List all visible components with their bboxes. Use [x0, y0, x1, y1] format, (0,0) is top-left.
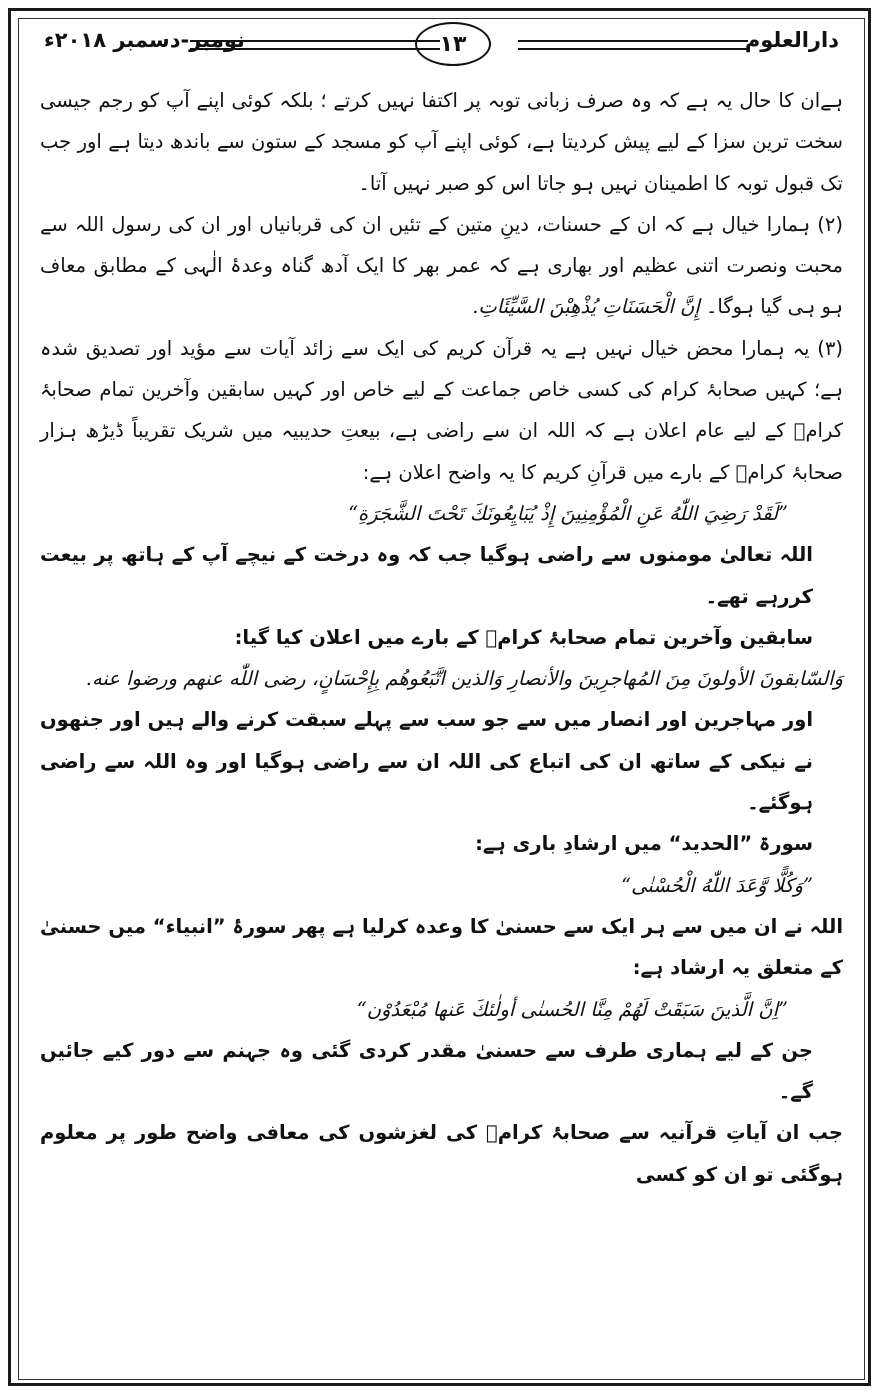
- paragraph-2-text: (۲) ہمارا خیال ہے کہ ان کے حسنات، دینِ متین کے تئیں ان کی قربانیاں اور ان کی رسول اللہ سے محبت ونصرت اتنی عظیم اور بھاری ہے کہ عمر بھر کا ایک آدھ گناہ وعدۂ الٰہی کے مطابق معاف ہو ہی گیا ہوگا۔: [40, 212, 843, 319]
- paragraph-2-verse: إِنَّ الْحَسَنَاتِ يُذْهِبْنَ السَّيِّئَاتِ.: [472, 295, 700, 319]
- translation-3: اللہ نے ان میں سے ہر ایک سے حسنیٰ کا وعدہ کرلیا ہے پھر سورۂ ”انبیاء“ میں حسنیٰ کے متعلق یہ ارشاد ہے:: [40, 914, 843, 980]
- translation-2: اور مہاجرین اور انصار میں سے جو سب سے پہلے سبقت کرنے والے ہیں اور جنھوں نے نیکی کے ساتھ ان کی اتباع کی اللہ ان سے راضی ہوگیا اور وہ اللہ سے راضی ہوگئے۔: [40, 708, 813, 815]
- hadid-line: سورۃ ”الحدید“ میں ارشادِ باری ہے:: [475, 832, 813, 856]
- page-number: ١٣: [415, 22, 491, 66]
- closing-line: جب ان آیاتِ قرآنیہ سے صحابۂ کرامؓ کی لغزشوں کی معافی واضح طور پر معلوم ہوگئی تو ان کو کسی: [40, 1121, 843, 1186]
- quran-verse-3: ”وَكُلًّا وَّعَدَ اللّٰهُ الْحُسْنٰى“: [621, 873, 813, 897]
- paragraph-1: ہےان کا حال یہ ہے کہ وہ صرف زبانی توبہ پر اکتفا نہیں کرتے ؛ بلکہ کوئی اپنے آپ کو رجم جیسی سخت ترین سزا کے لیے پیش کردیتا ہے، کوئی اپنے آپ کو مسجد کے ستون سے باندھ دیتا ہے اور جب تک قبول توبہ کا اطمینان نہیں ہو جاتا اس کو صبر نہیں آتا۔: [40, 89, 843, 195]
- translation-1: اللہ تعالیٰ مومنوں سے راضی ہوگیا جب کہ وہ درخت کے نیچے آپ کے ہاتھ پر بیعت کررہے تھے۔: [40, 543, 813, 608]
- quran-verse-1: ”لَقَدْ رَضِيَ اللّٰهُ عَنِ الْمُؤْمِنِينَ إِذْ يُبَايِعُونَكَ تَحْتَ الشَّجَرَةِ“: [348, 501, 788, 525]
- paragraph-3: (۳) یہ ہمارا محض خیال نہیں ہے یہ قرآن کریم کی ایک سے زائد آیات سے مؤید اور تصدیق شدہ ہے؛ کہیں صحابۂ کرام کی کسی خاص جماعت کے لیے خاص اور کہیں سابقین وآخرین تمام صحابۂ کرامؓ کے لیے عام اعلان ہے کہ اللہ ان سے راضی ہے، بیعتِ حدیبیہ میں شریک تقریباً ڈیڑھ ہزار صحابۂ کرامؓ کے بارے میں قرآنِ کریم کا یہ واضح اعلان ہے:: [40, 336, 843, 484]
- sabiqeen-line: سابقین وآخرین تمام صحابۂ کرامؓ کے بارے میں اعلان کیا گیا:: [234, 625, 813, 649]
- header-rule-right: [518, 40, 748, 50]
- paragraph-2: [40, 204, 843, 328]
- quran-verse-4: ”اِنَّ الَّذينَ سَبَقَتْ لَهُمْ مِنَّا الحُسنٰى أولٰئكَ عَنها مُبْعَدُوْن“: [356, 997, 788, 1021]
- journal-name: دارالعلوم: [744, 28, 839, 52]
- quran-verse-2: وَالسّابقونَ الأولونَ مِنَ المُهاجرِينَ والأنصارِ وَالذين اتَّبَعُوهُم بِإِحْسَانٍ، رضى اللّٰه عنهم ورضوا عنه.: [85, 667, 843, 691]
- article-body: [40, 80, 843, 1195]
- issue-date: نومبر-دسمبر ۲۰۱۸ء: [44, 28, 245, 52]
- page-header: [40, 24, 843, 72]
- translation-4: جن کے لیے ہماری طرف سے حسنیٰ مقدر کردی گئی وہ جہنم سے دور کیے جائیں گے۔: [40, 1038, 813, 1104]
